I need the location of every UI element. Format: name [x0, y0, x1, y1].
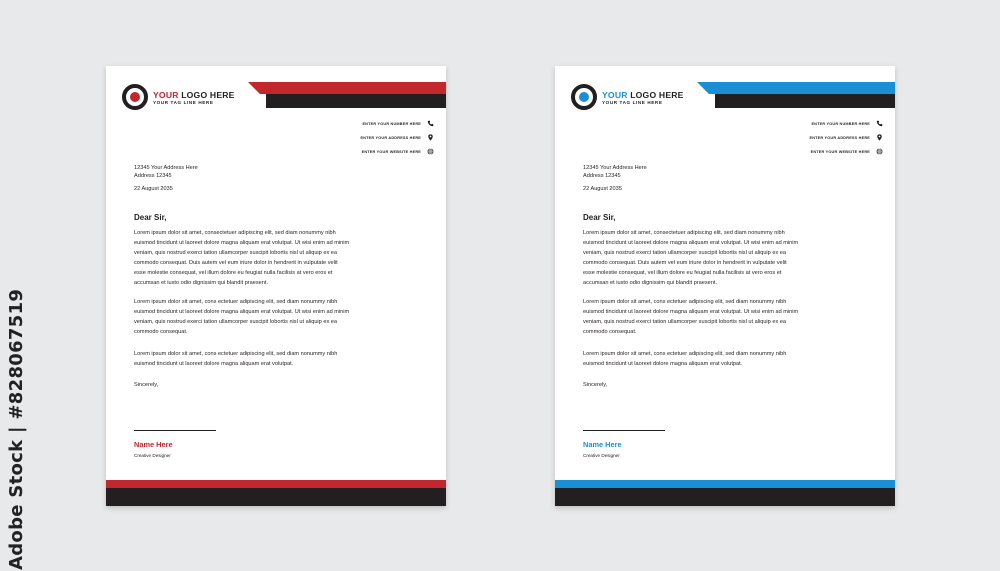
- signer-role: Creative Designer: [134, 453, 171, 458]
- contact-website: ENTER YOUR WEBSITE HERE: [811, 148, 883, 155]
- footer-accent-band: [106, 480, 446, 488]
- recipient-address: 12345 Your Address Here Address 12345: [583, 165, 647, 179]
- body-paragraph-2: Lorem ipsum dolor sit amet, cons ectetuer adipiscing elit, sed diam nonummy nibh euismod tincidunt ut laoreet dolore magna aliquam erat volutpat. Ut wisi enim ad minim veniam, quis nostrud exerci tation ullamcorper suscipit lobortis nisl ut aliquip ex ea commodo consequat.: [583, 299, 799, 335]
- logo-title: YOUR LOGO HERE: [602, 90, 684, 100]
- footer-dark-band: [106, 488, 446, 506]
- greeting: Dear Sir,: [583, 213, 616, 222]
- body-paragraph-1: Lorem ipsum dolor sit amet, consectetuer adipiscing elit, sed diam nonummy nibh euismod tincidunt ut laoreet dolore magna aliquam erat volutpat. Ut wisi enim ad minim veniam, quis nostrud exerci tation ullamcorper suscipit lobortis nisl ut aliquip ex ea commodo consequat. Duis autem vel eum iriure dolor in hendrerit in vulputate velit esse molestie consequat, vel illum dolore eu feugiat nulla facilisis at vero eros et accumsan et iusto odio dignissim qui blandit praesent.: [134, 230, 350, 286]
- letter-date: 22 August 2035: [134, 186, 173, 192]
- header-accent-band: [248, 82, 446, 94]
- contact-phone: ENTER YOUR NUMBER HERE: [362, 120, 434, 127]
- phone-icon: [876, 120, 883, 127]
- closing: Sincerely,: [134, 382, 159, 388]
- contact-phone: ENTER YOUR NUMBER HERE: [811, 120, 883, 127]
- globe-icon: [876, 148, 883, 155]
- contact-website: ENTER YOUR WEBSITE HERE: [362, 148, 434, 155]
- header-dark-band: [715, 94, 895, 108]
- signature-line: [134, 430, 216, 431]
- closing: Sincerely,: [583, 382, 608, 388]
- signer-name: Name Here: [583, 440, 622, 449]
- letterhead-red: [106, 66, 446, 506]
- logo-tagline: YOUR TAG LINE HERE: [153, 100, 214, 105]
- signer-name: Name Here: [134, 440, 173, 449]
- letterhead-blue: [555, 66, 895, 506]
- logo-tagline: YOUR TAG LINE HERE: [602, 100, 663, 105]
- letter-date: 22 August 2035: [583, 186, 622, 192]
- signer-role: Creative Designer: [583, 453, 620, 458]
- logo-title: YOUR LOGO HERE: [153, 90, 235, 100]
- logo-icon: [122, 84, 148, 110]
- location-pin-icon: [427, 134, 434, 141]
- phone-icon: [427, 120, 434, 127]
- footer-accent-band: [555, 480, 895, 488]
- header-dark-band: [266, 94, 446, 108]
- contact-address: ENTER YOUR ADDRESS HERE: [360, 134, 434, 141]
- location-pin-icon: [876, 134, 883, 141]
- contact-address: ENTER YOUR ADDRESS HERE: [809, 134, 883, 141]
- body-paragraph-3: Lorem ipsum dolor sit amet, cons ectetuer adipiscing elit, sed diam nonummy nibh euismod tincidunt ut laoreet dolore magna aliquam erat volutpat.: [583, 351, 787, 367]
- body-paragraph-2: Lorem ipsum dolor sit amet, cons ectetuer adipiscing elit, sed diam nonummy nibh euismod tincidunt ut laoreet dolore magna aliquam erat volutpat. Ut wisi enim ad minim veniam, quis nostrud exerci tation ullamcorper suscipit lobortis nisl ut aliquip ex ea commodo consequat.: [134, 299, 350, 335]
- footer-dark-band: [555, 488, 895, 506]
- header-accent-band: [697, 82, 895, 94]
- globe-icon: [427, 148, 434, 155]
- logo-icon: [571, 84, 597, 110]
- recipient-address: 12345 Your Address Here Address 12345: [134, 165, 198, 179]
- body-paragraph-3: Lorem ipsum dolor sit amet, cons ectetuer adipiscing elit, sed diam nonummy nibh euismod tincidunt ut laoreet dolore magna aliquam erat volutpat.: [134, 351, 338, 367]
- greeting: Dear Sir,: [134, 213, 167, 222]
- body-paragraph-1: Lorem ipsum dolor sit amet, consectetuer adipiscing elit, sed diam nonummy nibh euismod tincidunt ut laoreet dolore magna aliquam erat volutpat. Ut wisi enim ad minim veniam, quis nostrud exerci tation ullamcorper suscipit lobortis nisl ut aliquip ex ea commodo consequat. Duis autem vel eum iriure dolor in hendrerit in vulputate velit esse molestie consequat, vel illum dolore eu feugiat nulla facilisis at vero eros et accumsan et iusto odio dignissim qui blandit praesent.: [583, 230, 799, 286]
- signature-line: [583, 430, 665, 431]
- stock-watermark: Adobe Stock | #828067519: [6, 288, 27, 570]
